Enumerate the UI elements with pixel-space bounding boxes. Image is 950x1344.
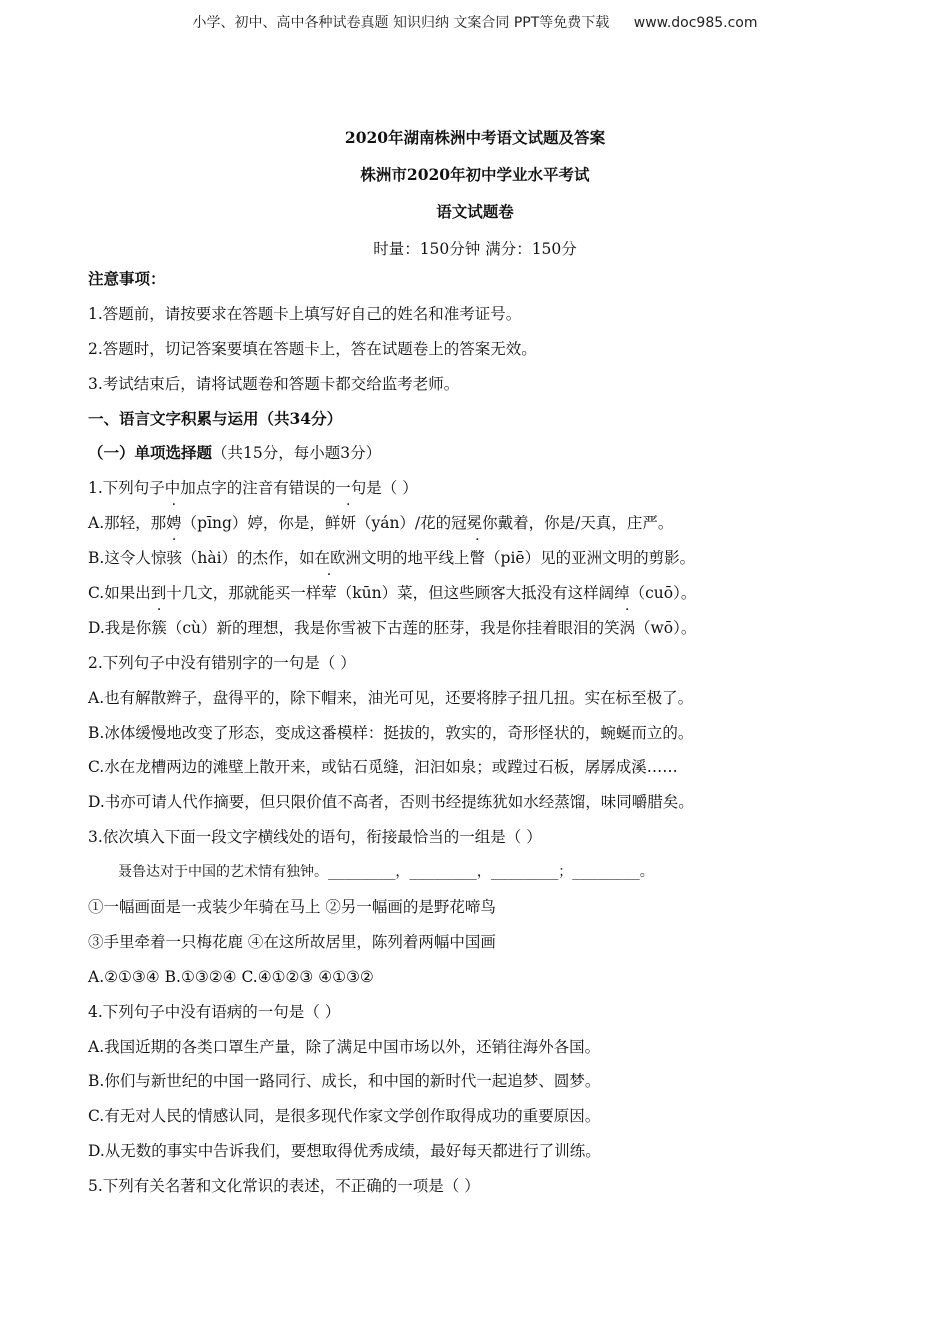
option-a: A.那轻，那娉（pīng）婷，你是，鲜妍（yán）/花的冠冕你戴着，你是/天真，庄严。 <box>88 510 888 545</box>
option-b: B.冰体缓慢地改变了形态，变成这番模样：挺拔的，敦实的，奇形怪状的，蜿蜒而立的。 <box>88 723 694 742</box>
dotted-char: 涡 <box>619 618 636 637</box>
notice-item: 1.答题前，请按要求在答题卡上填写好自己的姓名和准考证号。 <box>88 304 522 323</box>
option-b: B.这令人惊骇（hài）的杰作，如在欧洲文明的地平线上瞥（piē）见的亚洲文明的剪影。 <box>88 545 888 580</box>
sentence-items: ③手里牵着一只梅花鹿 ④在这所故居里，陈列着两幅中国画 <box>88 932 496 951</box>
dotted-char: 妍 <box>340 514 356 533</box>
option-d: D.我是你簇（cù）新的理想，我是你雪被下古莲的胚芽，我是你挂着眼泪的笑涡（wō）。 <box>88 615 888 650</box>
time-score-info: 时量：150分钟 满分：150分 <box>373 240 577 258</box>
question-stem: 4.下列句子中没有语病的一句是（ ） <box>88 1002 341 1021</box>
dotted-char: 娉 <box>166 514 182 533</box>
subsection-title: （一）单项选择题 <box>88 443 213 463</box>
option-d: D.书亦可请人代作摘要，但只限价值不高者，否则书经提练犹如水经蒸馏，味同嚼腊矣。 <box>88 793 694 812</box>
answer-choices: A.②①③④ B.①③②④ C.④①②③ ④①③② <box>88 967 374 986</box>
question-stem: 1.下列句子中加点字的注音有错误的一句是（ ） <box>88 479 418 498</box>
question-stem: 3.依次填入下面一段文字横线处的语句，衔接最恰当的一组是（ ） <box>88 828 542 847</box>
dotted-char: 骇 <box>166 549 182 568</box>
header-text: 小学、初中、高中各种试卷真题 知识归纳 文案合同 PPT等免费下载 <box>192 15 610 31</box>
paper-title: 语文试题卷 <box>436 202 514 221</box>
main-title: 2020年湖南株洲中考语文试题及答案 <box>344 128 606 147</box>
notice-item: 2.答题时，切记答案要填在答题卡上，答在试题卷上的答案无效。 <box>88 339 537 358</box>
page-header <box>0 12 950 32</box>
question-stem: 5.下列有关名著和文化常识的表述，不正确的一项是（ ） <box>88 1177 480 1196</box>
notice-heading: 注意事项： <box>88 269 166 288</box>
option-a: A.也有解散辫子，盘得平的，除下帽来，油光可见，还要将脖子扭几扭。实在标至极了。 <box>88 688 694 707</box>
option-c: C.如果出到十几文，那就能买一样荤（kūn）菜，但这些顾客大抵没有这样阔绰（cuō）。 <box>88 580 888 615</box>
option-a: A.我国近期的各类口罩生产量，除了满足中国市场以外，还销往海外各国。 <box>88 1037 601 1056</box>
exam-content <box>88 266 888 1208</box>
subsection-points: （共15分，每小题3分） <box>212 444 382 463</box>
option-d: D.从无数的事实中告诉我们，要想取得优秀成绩，最好每天都进行了训练。 <box>88 1142 601 1161</box>
sub-title: 株洲市2020年初中学业水平考试 <box>360 165 590 184</box>
option-b: B.你们与新世纪的中国一路同行、成长，和中国的新时代一起追梦、圆梦。 <box>88 1072 601 1091</box>
dotted-char: 瞥 <box>469 549 486 568</box>
subsection-heading <box>88 440 888 475</box>
option-c: C.有无对人民的情感认同，是很多现代作家文学创作取得成功的重要原因。 <box>88 1107 601 1126</box>
dotted-char: 荤 <box>321 584 337 603</box>
option-c: C.水在龙槽两边的滩壁上散开来，或钻石觅缝，汩汩如泉；或蹚过石板，孱孱成溪…… <box>88 758 678 777</box>
title-block <box>0 126 950 261</box>
notice-item: 3.考试结束后，请将试题卷和答题卡都交给监考老师。 <box>88 374 460 393</box>
dotted-char: 簇 <box>151 618 167 637</box>
passage-text: 聂鲁达对于中国的艺术情有独钟。________，________，________；________。 <box>118 864 654 881</box>
header-site-link[interactable]: www.doc985.com <box>633 15 758 31</box>
question-stem: 2.下列句子中没有错别字的一句是（ ） <box>88 653 356 672</box>
sentence-items: ①一幅画面是一戎装少年骑在马上 ②另一幅画的是野花啼鸟 <box>88 898 496 917</box>
section-heading: 一、语言文字积累与运用（共34分） <box>88 408 343 428</box>
